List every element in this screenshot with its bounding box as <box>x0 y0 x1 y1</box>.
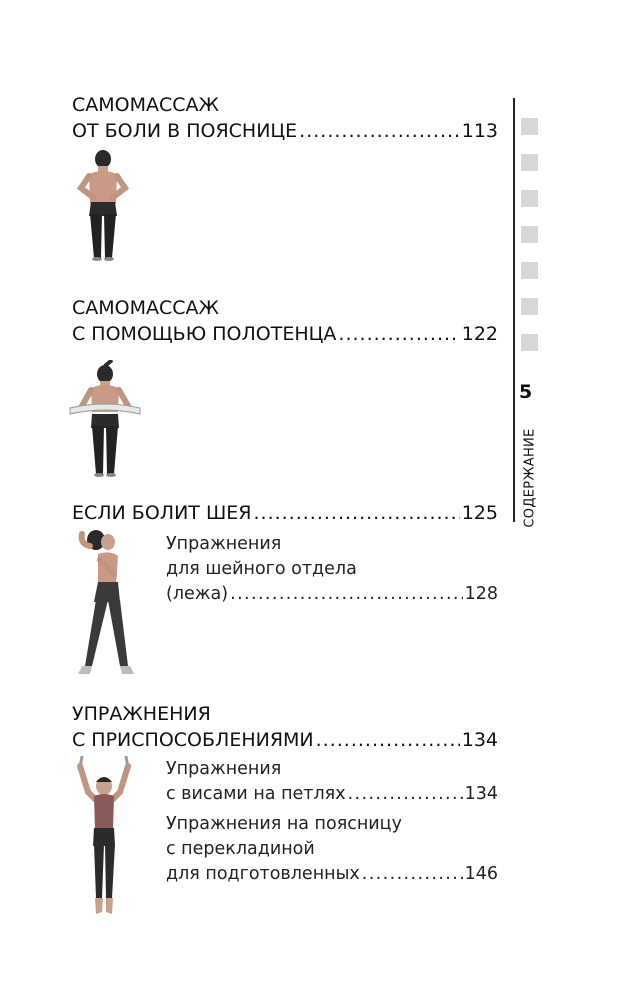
toc-page-number: 146 <box>464 864 498 884</box>
toc-subentry-hanging-loops[interactable] <box>166 757 498 807</box>
decorative-square <box>521 154 538 171</box>
toc-page-number: 134 <box>461 729 498 751</box>
toc-subentry-line3: для подготовленных <box>166 864 360 884</box>
toc-subentry-line2: для шейного отдела <box>166 559 357 579</box>
toc-entry-neck-pain[interactable] <box>72 500 498 526</box>
toc-entry-title: ЕСЛИ БОЛИТ ШЕЯ <box>72 502 252 524</box>
toc-entry-title-line1: УПРАЖНЕНИЯ <box>72 703 211 725</box>
toc-entry-title-line2: С ПОМОЩЬЮ ПОЛОТЕНЦА <box>72 323 337 345</box>
toc-subentry-line3: (лежа) <box>166 584 229 604</box>
toc-entry-back-self-massage[interactable] <box>72 92 498 144</box>
toc-subentry-line1: Упражнения <box>166 534 282 554</box>
dot-leader <box>348 782 463 807</box>
toc-subentry-neck-exercises-lying[interactable] <box>166 532 498 607</box>
running-head: СОДЕРЖАНИЕ <box>522 428 538 528</box>
dot-leader <box>338 321 459 347</box>
toc-entry-title-line2: С ПРИСПОСОБЛЕНИЯМИ <box>72 729 314 751</box>
toc-entry-title-line1: САМОМАССАЖ <box>72 94 219 116</box>
woman-neck-stretch-illustration <box>70 526 140 678</box>
toc-entry-title-line2: ОТ БОЛИ В ПОЯСНИЦЕ <box>72 120 298 142</box>
toc-subentry-line1: Упражнения <box>166 759 282 779</box>
dot-leader <box>253 500 459 526</box>
woman-hanging-loops-illustration <box>66 756 142 918</box>
toc-subentry-line1: Упражнения на поясницу <box>166 814 402 834</box>
page-number: 5 <box>519 381 533 403</box>
decorative-square <box>521 190 538 207</box>
toc-entry-title-line1: САМОМАССАЖ <box>72 297 219 319</box>
dot-leader <box>230 582 462 607</box>
toc-entry-equipment-exercises[interactable] <box>72 701 498 753</box>
decorative-square <box>521 298 538 315</box>
dot-leader <box>316 727 460 753</box>
decorative-square <box>521 226 538 243</box>
toc-subentry-line2: с висами на петлях <box>166 784 346 804</box>
toc-page-number: 113 <box>461 120 498 142</box>
decorative-square <box>521 334 538 351</box>
woman-towel-massage-illustration <box>68 360 142 478</box>
toc-subentry-crossbar-advanced[interactable] <box>166 812 498 887</box>
decorative-square <box>521 118 538 135</box>
decorative-square <box>521 262 538 279</box>
toc-page-number: 125 <box>461 502 498 524</box>
toc-page-number: 122 <box>461 323 498 345</box>
woman-back-massage-illustration <box>72 146 134 262</box>
toc-entry-towel-self-massage[interactable] <box>72 295 498 347</box>
toc-page-number: 134 <box>464 784 498 804</box>
dot-leader <box>299 118 460 144</box>
vertical-rule <box>513 98 515 522</box>
toc-subentry-line2: с перекладиной <box>166 839 315 859</box>
dot-leader <box>362 862 463 887</box>
toc-page-number: 128 <box>464 584 498 604</box>
